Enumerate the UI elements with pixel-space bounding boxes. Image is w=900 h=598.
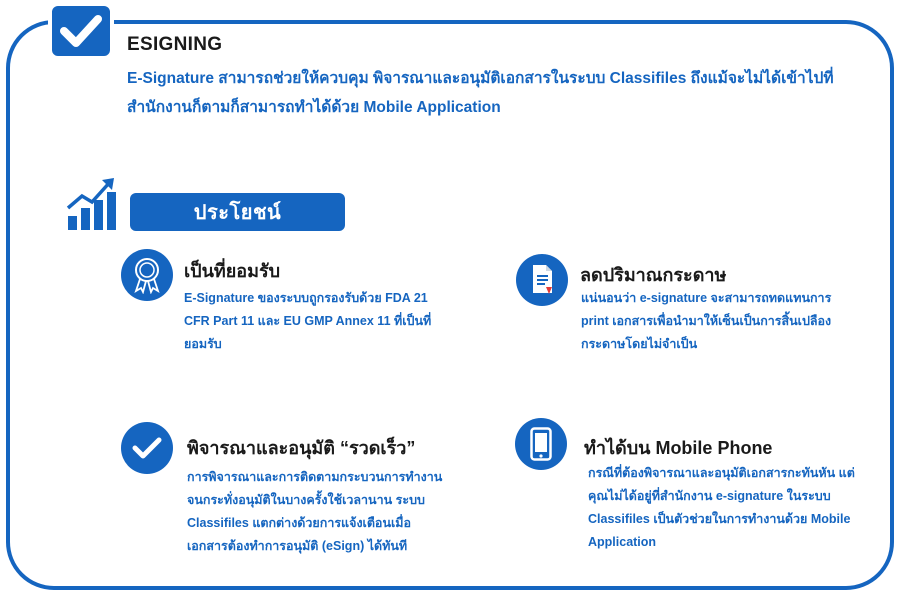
- benefit-text-accepted: E-Signature ของระบบถูกรองรับด้วย FDA 21 CFR Part 11 และ EU GMP Annex 11 ที่เป็นที่ยอมรับ: [184, 291, 432, 351]
- page-title: ESIGNING: [127, 34, 223, 55]
- benefit-text-fast: การพิจารณาและการติดตามกระบวนการทำงานจนกระทั่งอนุมัติในบางครั้งใช้เวลานาน ระบบ Classifiles แตกต่างด้วยการแจ้งเตือนเมื่อเอกสารต้องทำการอนุมัติ (eSign) ได้ทันที: [187, 470, 443, 553]
- benefit-title-paper: ลดปริมาณกระดาษ: [580, 265, 727, 285]
- checkmark-icon: [121, 422, 173, 474]
- document-icon: [516, 254, 568, 306]
- mobile-phone-icon: [515, 418, 567, 470]
- benefits-heading: ประโยชน์: [130, 193, 345, 231]
- benefit-text-paper: แน่นอนว่า e-signature จะสามารถทดแทนการ print เอกสารเพื่อนำมาให้เซ็นเป็นการสิ้นเปลืองกระดาษโดยไม่จำเป็น: [581, 291, 832, 351]
- award-ribbon-icon: [121, 249, 173, 301]
- checkmark-badge-icon: [48, 2, 114, 60]
- benefit-title-mobile: ทำได้บน Mobile Phone: [584, 438, 773, 458]
- intro-text: E-Signature สามารถช่วยให้ควบคุม พิจารณาและอนุมัติเอกสารในระบบ Classifiles ถึงแม้จะไม่ได้เข้าไปที่สำนักงานก็ตามก็สามารถทำได้ด้วย Mobile Application: [127, 70, 834, 116]
- benefit-title-accepted: เป็นที่ยอมรับ: [184, 261, 281, 281]
- growth-chart-icon: [66, 176, 118, 232]
- benefit-text-mobile: กรณีที่ต้องพิจารณาและอนุมัติเอกสารกะทันหัน แต่คุณไม่ได้อยู่ที่สำนักงาน e-signature ในระบบ Classifiles เป็นตัวช่วยในการทำงานด้วย Mobile Application: [588, 466, 855, 549]
- benefit-title-fast: พิจารณาและอนุมัติ “รวดเร็ว”: [187, 438, 416, 458]
